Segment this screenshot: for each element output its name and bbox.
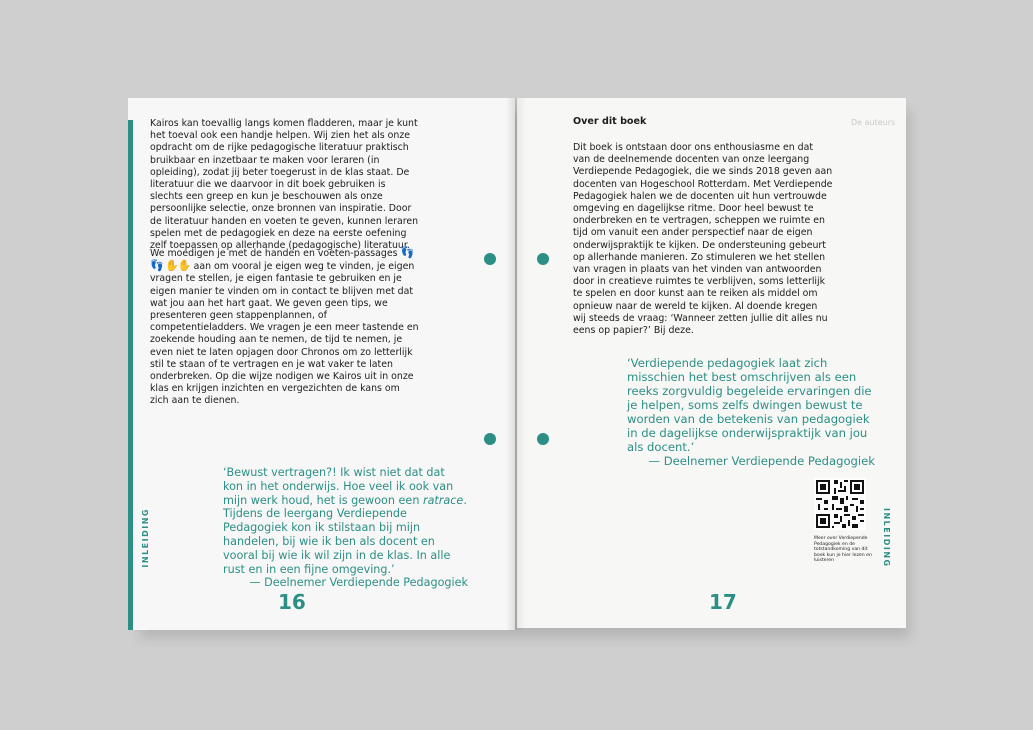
page-number-17: 17 [709,590,737,614]
binding-hole-left-top [484,253,496,265]
quote-emphasis: ratrace [422,493,464,507]
qr-code-icon [814,478,866,530]
paragraph-2-intro: We moedigen je met de handen en voeten-passages [150,248,398,259]
right-page [517,98,906,628]
quote-text-end: . Tijdens de leergang Verdiepende Pedagogiek kon ik stilstaan bij mijn handelen, bij wie ik ben als docent en vooral bij wie ik wil zijn in de klas. In alle rust en in een fijne omgeving.’ [223,493,467,576]
right-quote [627,356,875,468]
book-spine-gutter [506,98,526,630]
quote-text-start: ‘Bewust vertragen?! Ik wist niet dat dat kon in het onderwijs. Hoe veel ik ook van mijn werk houd, het is gewoon een [223,466,454,507]
paragraph-2-rest: aan om vooral je eigen weg te vinden, je eigen vragen te stellen, je eigen fantasie te gebruiken en je eigen manier te vinden om in contact te blijven met dat wat jou aan het hart gaat. We geven geen tips, we presenteren geen stappenplannen, of competentieladders. We vragen je een meer tastende en zoekende houding aan te nemen, de tijd te nemen, je even niet te laten opjagen door Chronos om zo letterlijk stil te staan of te vertragen en je wat vaker te laten onderbreken. Op die wijze nodigen we Kairos uit in onze klas en krijgen inzichten en vergezichten de kans om zich aan te dienen. [150,261,419,407]
right-quote-attribution: — Deelnemer Verdiepende Pedagogiek [648,454,875,468]
left-quote [223,466,468,590]
page-number-16: 16 [278,590,306,614]
binding-hole-right-top [537,253,549,265]
qr-code[interactable] [814,478,866,530]
right-side-tab: INLEIDING [882,508,891,568]
left-paragraph-1: Kairos kan toevallig langs komen fladderen, maar je kunt het toeval ook een handje helpen. Wij zien het als onze opdracht om de rijke pedagogische literatuur praktisch bruikbaar en inzetbaar te maken voor leraren (in opleiding), zodat jij beter toegerust in de klas staat. De literatuur die we daarvoor in dit boek gebruiken is slechts een greep en kun je beschouwen als onze persoonlijke selectie, onze bronnen van inspiratie. Door de literatuur handen en voeten te geven, kunnen leraren spelen met de pedagogiek en deze na eerste oefening zelf toepassen op allerhande (pedagogische) literatuur. [150,118,419,252]
left-paragraph-2 [150,247,420,408]
left-page [128,98,515,630]
binding-hole-right-bottom [537,433,549,445]
right-heading: Over dit boek [573,116,647,127]
left-side-tab: INLEIDING [141,508,150,568]
hands-feet-icon: 👣👣 ✋✋ [150,246,414,273]
teal-edge-band [128,120,133,630]
right-paragraph: Dit boek is ontstaan door ons enthousiasme en dat van de deelnemende docenten van onze leergang Verdiepende Pedagogiek, die we sinds 2018 geven aan docenten van Hogeschool Rotterdam. Met Verdiepende Pedagogiek halen we de docenten uit hun vertrouwde omgeving en dagelijkse ritme. Door heel bewust te onderbreken en te vertragen, scheppen we ruimte en tijd om vanuit een ander perspectief naar de eigen onderwijspraktijk te kijken. De ondersteuning gebeurt op allerhande manieren. Zo stimuleren we het stellen van vragen in plaats van het vinden van antwoorden door in creatieve ruimtes te verblijven, soms letterlijk te spelen en door kunst aan te reiken als middel om opnieuw naar de wereld te kijken. Al doende kregen wij steeds de vraag: ‘Wanneer zetten jullie dit alles nu eens op papier?’ Bij deze. [573,142,833,337]
right-quote-text: ‘Verdiepende pedagogiek laat zich misschien het best omschrijven als een reeks zorgvuldig begeleide ervaringen die je helpen, soms zelfs dwingen bewust te worden van de betekenis van pedagogiek in de dagelijkse onderwijspraktijk van jou als docent.’ [627,356,872,454]
binding-hole-left-bottom [484,433,496,445]
show-through-text: De auteurs [851,118,896,127]
qr-caption: Meer over Verdiepende Pedagogiek en de totstandkoming van dit boek kun je hier lezen en luisteren [814,536,872,564]
left-quote-attribution: — Deelnemer Verdiepende Pedagogiek [249,576,468,590]
